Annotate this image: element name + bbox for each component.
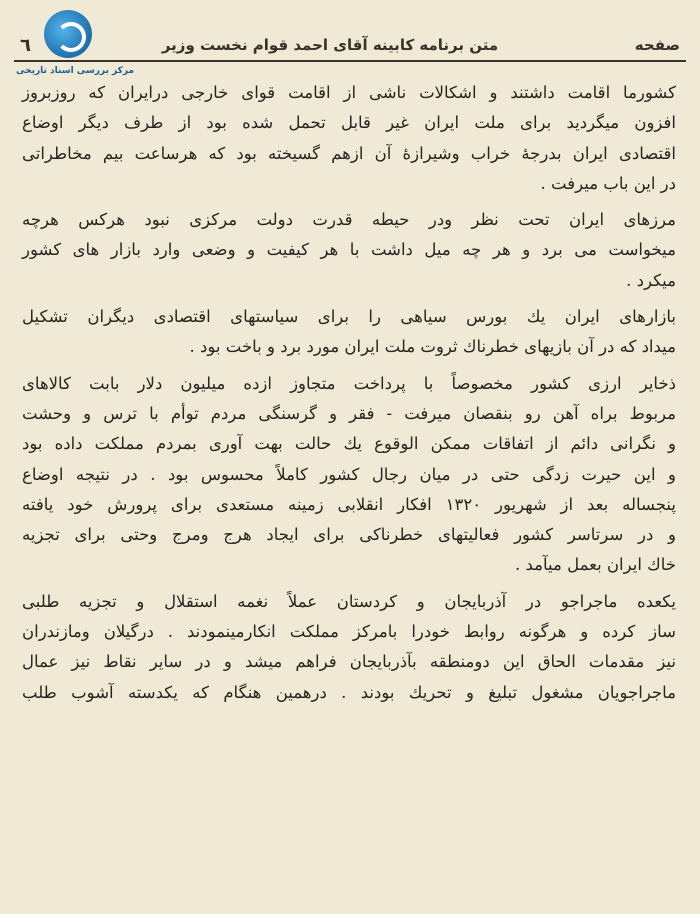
text-line: یکعده ماجراجو در آذربایجان و کردستان عملاً نغمه استقلال و تجزیه طلبی [22, 591, 676, 611]
text-line: و در سرتاسر کشور فعالیتهای خطرناکی برای ایجاد هرج ومرج وحتی برای تجزیه [22, 525, 676, 545]
text-line: مرزهای ایران تحت نظر ودر حیطه قدرت دولت مرکزی نبود هرکس هرچه [22, 210, 676, 230]
text-line: و این حیرت زدگی حتی در میان رجال کشور کاملاً محسوس بود . در نتیجه اوضاع [22, 464, 676, 484]
text-line: اقتصادی ایران بدرجهٔ خراب وشیرازهٔ آن ازهم گسیخته بود که هرساعت بیم مخاطراتی [22, 143, 676, 163]
text-line: میداد که در آن بازیهای خطرناك ثروت ملت ایران مورد برد و باخت بود . [189, 337, 676, 357]
text-line: میکرد . [626, 270, 676, 290]
paragraph [22, 587, 676, 708]
text-line: کشورما اقامت داشتند و اشکالات ناشی از اقامت قوای خارجی درایران که روزبروز [22, 83, 676, 102]
text-line: در این باب میرفت . [540, 173, 676, 193]
text-line: خاك ایران بعمل میآمد . [515, 555, 676, 575]
body-text [22, 78, 676, 714]
logo-caption: مرکز بررسی اسناد تاریخی [16, 66, 135, 76]
page-label: صفحه [634, 36, 680, 54]
text-line: افزون میگردید برای ملت ایران غیر قابل تحمل شده بود از طرف دیگر اوضاع [22, 113, 676, 133]
paragraph [22, 302, 676, 363]
text-line: میخواست می برد و هر چه میل داشت با هر کیفیت و وضعی وارد بازار های کشور [22, 240, 676, 260]
page-number: ٦ [20, 34, 31, 56]
text-line: ساز کرده و هرگونه روابط خودرا بامرکز مملکت انکارمینمودند . درگیلان ومازندران [22, 622, 676, 642]
paragraph [22, 205, 676, 296]
text-line: نیز مقدمات الحاق این دومنطقه بآذربایجان فراهم میشد و در سایر نقاط نیز عمال [22, 652, 676, 672]
page-title: متن برنامه کابینه آقای احمد قوام نخست وزیر [161, 36, 499, 54]
text-line: مربوط براه آهن رو بنقصان میرفت - فقر و گرسنگی مردم توأم با ترس و وحشت [22, 403, 676, 423]
text-line: ماجراجویان مشغول تبلیغ و تحریك بودند . درهمین هنگام که یکدسته آشوب طلب [22, 682, 676, 702]
header-divider [14, 60, 686, 62]
text-line: و نگرانی دائم از اتفاقات ممکن الوقوع یك حالت بهت آوری بمردم مملکت داده بود [22, 434, 676, 454]
text-line: پنجساله بعد از شهریور ۱۳۲۰ افکار انقلابی زمینه مستعدی برای پرورش خود یافته [22, 494, 676, 514]
paragraph [22, 78, 676, 199]
paragraph [22, 369, 676, 581]
text-line: ذخایر ارزی کشور مخصوصاً با پرداخت متجاوز ازده میلیون دلار بابت کالاهای [22, 373, 676, 393]
text-line: بازارهای ایران یك بورس سیاهی را برای سیاستهای اقتصادی دیگران تشکیل [22, 307, 676, 327]
page-header [20, 30, 680, 60]
